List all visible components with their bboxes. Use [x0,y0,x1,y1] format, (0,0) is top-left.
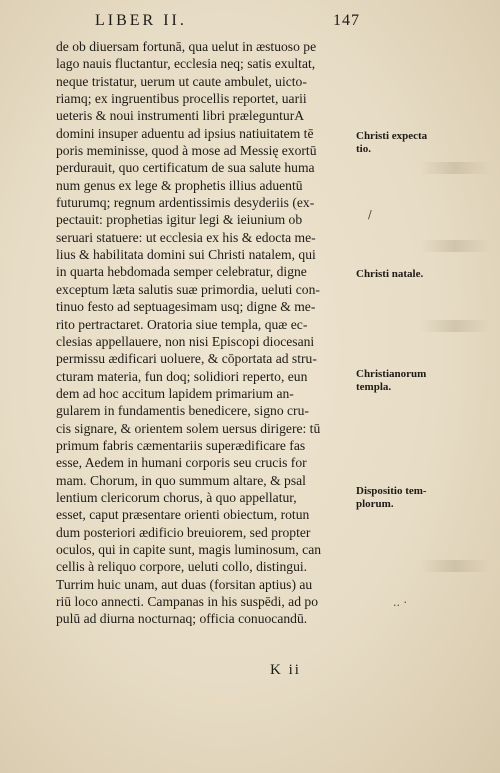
show-through-mark [420,240,490,252]
show-through-mark [420,162,490,174]
text-line: lago nauis fluctantur, ecclesia neq; satis exultat, [56,56,316,72]
text-line: cturam materia, fun doq; solidiori reperto, eun [56,368,308,384]
marginal-note-line: Christianorum [356,368,427,380]
text-line: tinuo festo ad septuagesimam usq; digne & me- [56,299,316,315]
text-line: rito pertractaret. Oratoria siue templa, quæ ec- [56,316,308,332]
show-through-mark [420,560,490,572]
text-line: oculos, qui in capite sunt, magis luminosum, can [56,541,322,557]
marginal-note-line: Christi natale. [356,268,424,280]
stray-mark: .. · [393,596,407,609]
text-line: riū loco annecti. Campanas in his suspēdi, ad po [56,594,319,609]
text-line: num genus ex lege & prophetis illius aduentū [56,177,303,193]
text-line: lius & habilitata domini sui Christi natalem, qui [56,247,316,263]
marginal-note-christianorum-templa [356,368,446,394]
marginal-note-line: plorum. [356,498,394,510]
text-line: in quarta hebdomada semper celebratur, digne [56,264,307,280]
text-line: esset, caput præsentare orienti obiectum, rotun [56,507,310,523]
marginal-note-line: Christi expecta [356,130,428,142]
text-line: riamq; ex ingruentibus procellis reportet, uarii [56,91,307,107]
text-line: dum posteriori ædificio breuiorem, sed propter [56,524,311,540]
marginal-note-line: tio. [356,143,371,155]
stray-mark: / [368,208,372,221]
text-line: perdurauit, quo certificatum de sua salute huma [56,160,315,176]
text-line: de ob diuersam fortunā, qua uelut in æstuoso pe [56,39,317,54]
marginal-note-line: templa. [356,381,392,393]
text-line: primum fabris cæmentariis superædificare fas [56,437,306,453]
text-line: domini insuper aduentu ad ipsius natiuitatem tē [56,125,314,141]
page-number: 147 [333,12,360,29]
text-line: mam. Chorum, in quo summum altare, & psal [56,472,306,488]
text-line: cellis à reliquo corpore, ueluti collo, distingui. [56,559,308,575]
show-through-mark [420,320,490,332]
running-title: LIBER II. [95,12,187,29]
text-line: neque tristatur, uerum ut caute ambulet, uicto- [56,73,307,89]
text-line: clesias appellauere, non nisi Episcopi diocesani [56,333,315,349]
text-line: dem ad hoc accitum lapidem primarium an- [56,385,294,401]
text-line: pectauit: prophetias igitur legi & ieiunium ob [56,212,303,228]
marginal-note-christi-natale [356,268,446,281]
text-line: Turrim huic unam, aut duas (forsitan aptius) au [56,576,313,592]
signature-mark: K ii [270,662,301,678]
text-line: gularem in fundamentis benedicere, signo cru- [56,403,309,419]
marginal-note-line: Dispositio tem- [356,485,427,497]
text-line: seruari statuere: ut ecclesia ex his & edocta me- [56,229,316,245]
text-line: cis signare, & orientem solem uersus dirigere: tū [56,420,321,436]
text-line: lentium clericorum chorus, à quo appellatur, [56,489,297,505]
text-line: ueteris & noui instrumenti libri prælegunturA [56,108,305,124]
text-line: futurumq; regnum ardentissimis desyderiis (ex- [56,195,315,211]
text-line: poris meminisse, quod à mose ad Messię exortū [56,143,317,159]
marginal-note-dispositio-templorum [356,485,446,511]
main-text-block [56,38,356,628]
text-line: pulū ad diurna nocturnaq; officia conuocandū. [56,611,308,627]
text-line: esse, Aedem in humani corporis seu crucis for [56,455,307,471]
marginal-note-christi-expectatio [356,130,446,156]
text-line: exceptum læta salutis suæ primordia, ueluti con- [56,281,320,297]
text-line: permissu ædificari uoluere, & cōportata ad stru- [56,351,317,367]
running-header [95,12,360,34]
